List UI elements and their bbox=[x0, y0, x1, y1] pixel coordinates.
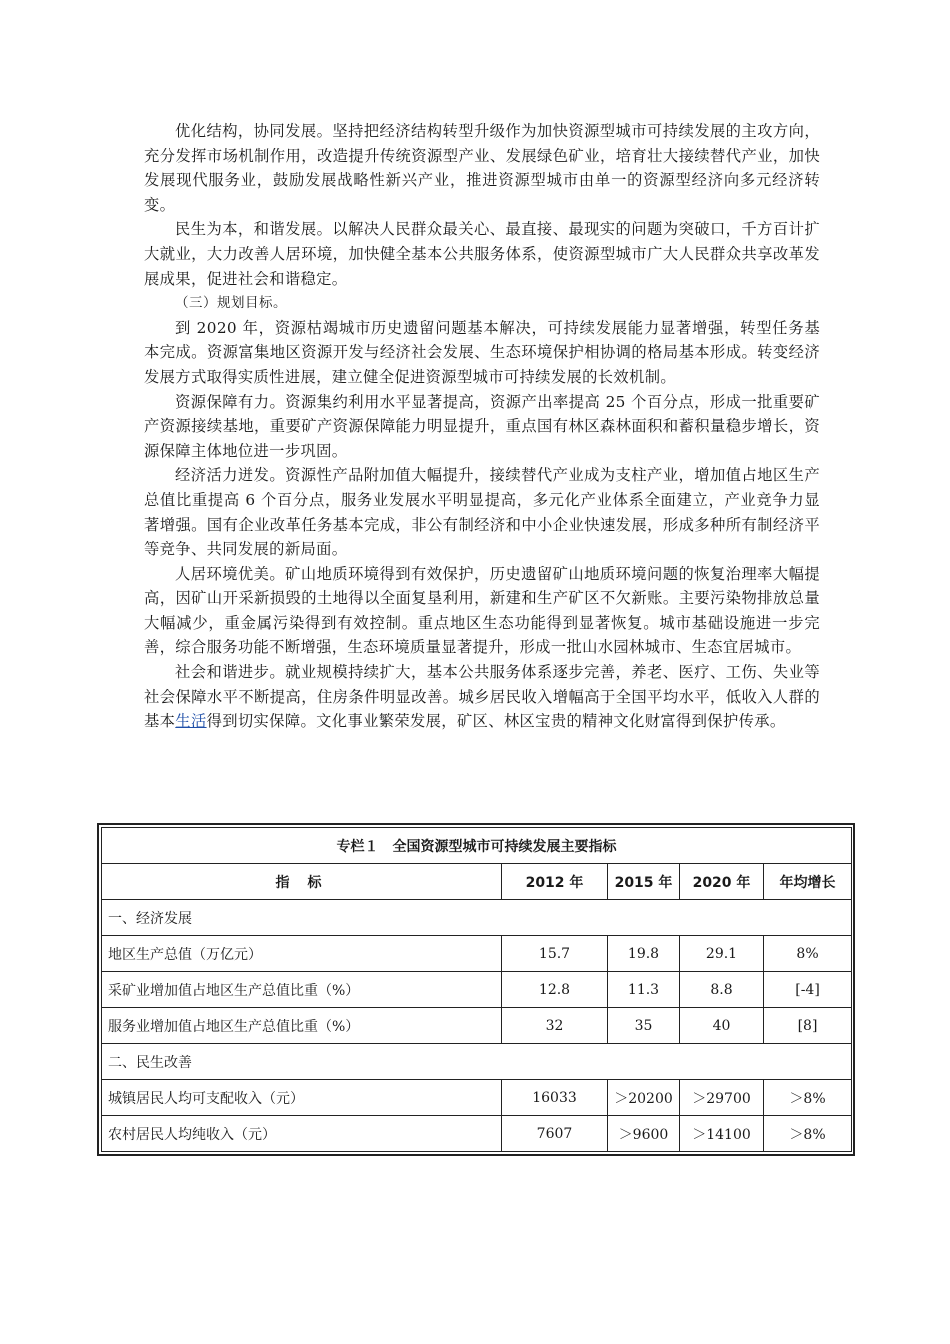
cell-2015: ＞9600 bbox=[608, 1116, 680, 1152]
header-2020: 2020 年 bbox=[680, 864, 764, 900]
cell-2012: 15.7 bbox=[502, 936, 608, 972]
cell-2015: 11.3 bbox=[608, 972, 680, 1008]
cell-2020: ＞14100 bbox=[680, 1116, 764, 1152]
paragraph-resource-security: 资源保障有力。资源集约利用水平显著提高，资源产出率提高 25 个百分点，形成一批重要矿产资源接续基地，重要矿产资源保障能力明显提升，重点国有林区森林面积和蓄积量稳步增长，资源保障主体地位进一步巩固。 bbox=[144, 392, 820, 460]
paragraph-economic-vitality: 经济活力迸发。资源性产品附加值大幅提升，接续替代产业成为支柱产业，增加值占地区生产总值比重提高 6 个百分点，服务业发展水平明显提高，多元化产业体系全面建立，产业竞争力显著增强。国有企业改革任务基本完成，非公有制经济和中小企业快速发展，形成多种所有制经济平等竞争、共同发展的新局面。 bbox=[144, 466, 820, 559]
cell-2020: 29.1 bbox=[680, 936, 764, 972]
row-label: 地区生产总值（万亿元） bbox=[102, 936, 502, 972]
row-label: 采矿业增加值占地区生产总值比重（%） bbox=[102, 972, 502, 1008]
table-caption: 专栏１ 全国资源型城市可持续发展主要指标 bbox=[102, 828, 852, 864]
table-row bbox=[102, 1008, 852, 1044]
cell-growth: ＞8% bbox=[764, 1116, 852, 1152]
table-header-row bbox=[102, 864, 852, 900]
table-row bbox=[102, 1116, 852, 1152]
cell-growth: [-4] bbox=[764, 972, 852, 1008]
cell-2012: 16033 bbox=[502, 1080, 608, 1116]
section-title: 一、经济发展 bbox=[102, 900, 852, 936]
section-row-economy bbox=[102, 900, 852, 936]
cell-growth: [8] bbox=[764, 1008, 852, 1044]
row-label: 农村居民人均纯收入（元） bbox=[102, 1116, 502, 1152]
section-title: 二、民生改善 bbox=[102, 1044, 852, 1080]
cell-growth: 8% bbox=[764, 936, 852, 972]
section-row-livelihood bbox=[102, 1044, 852, 1080]
cell-2015: ＞20200 bbox=[608, 1080, 680, 1116]
cell-2015: 19.8 bbox=[608, 936, 680, 972]
indicator-table bbox=[101, 827, 852, 1152]
cell-2012: 7607 bbox=[502, 1116, 608, 1152]
header-annual-growth: 年均增长 bbox=[764, 864, 852, 900]
cell-2015: 35 bbox=[608, 1008, 680, 1044]
body-text bbox=[144, 119, 820, 734]
paragraph-goal-2020: 到 2020 年，资源枯竭城市历史遗留问题基本解决，可持续发展能力显著增强，转型任务基本完成。资源富集地区资源开发与经济社会发展、生态环境保护相协调的格局基本形成。转变经济发展方式取得实质性进展，建立健全促进资源型城市可持续发展的长效机制。 bbox=[144, 318, 820, 386]
social-harmony-text-before: 社会和谐进步。就业规模持续扩大，基本公共服务体系逐步完善，养老、医疗、工伤、失业等社会保障水平不断提高，住房条件明显改善。城乡居民收入增幅高于全国平均水平，低收入人群的基本 bbox=[144, 663, 820, 731]
header-2015: 2015 年 bbox=[608, 864, 680, 900]
cell-2020: 40 bbox=[680, 1008, 764, 1044]
table-caption-row bbox=[102, 828, 852, 864]
row-label: 城镇居民人均可支配收入（元） bbox=[102, 1080, 502, 1116]
row-label: 服务业增加值占地区生产总值比重（%） bbox=[102, 1008, 502, 1044]
table-row bbox=[102, 936, 852, 972]
cell-2012: 12.8 bbox=[502, 972, 608, 1008]
table-row bbox=[102, 1080, 852, 1116]
cell-2020: 8.8 bbox=[680, 972, 764, 1008]
cell-growth: ＞8% bbox=[764, 1080, 852, 1116]
paragraph-social-harmony bbox=[144, 660, 820, 734]
social-harmony-text-after: 得到切实保障。文化事业繁荣发展，矿区、林区宝贵的精神文化财富得到保护传承。 bbox=[206, 712, 786, 731]
life-link[interactable]: 生活 bbox=[175, 712, 207, 731]
table-row bbox=[102, 972, 852, 1008]
paragraph-living-environment: 人居环境优美。矿山地质环境得到有效保护，历史遗留矿山地质环境问题的恢复治理率大幅提高，因矿山开采新损毁的土地得以全面复垦利用，新建和生产矿区不欠新账。主要污染物排放总量大幅减少，重金属污染得到有效控制。重点地区生态功能得到显著恢复。城市基础设施进一步完善，综合服务功能不断增强，生态环境质量显著提升，形成一批山水园林城市、生态宜居城市。 bbox=[144, 564, 820, 657]
paragraph-optimize-structure: 优化结构，协同发展。坚持把经济结构转型升级作为加快资源型城市可持续发展的主攻方向，充分发挥市场机制作用，改造提升传统资源型产业、发展绿色矿业，培育壮大接续替代产业，加快发展现代服务业，鼓励发展战略性新兴产业，推进资源型城市由单一的资源型经济向多元经济转变。 bbox=[144, 122, 820, 214]
cell-2012: 32 bbox=[502, 1008, 608, 1044]
header-indicator: 指标 bbox=[102, 864, 502, 900]
cell-2020: ＞29700 bbox=[680, 1080, 764, 1116]
indicator-table-frame bbox=[97, 823, 855, 1156]
section-heading-planning-goals: （三）规划目标。 bbox=[175, 295, 287, 312]
header-2012: 2012 年 bbox=[502, 864, 608, 900]
paragraph-livelihood: 民生为本，和谐发展。以解决人民群众最关心、最直接、最现实的问题为突破口，千方百计扩大就业，大力改善人居环境，加快健全基本公共服务体系，使资源型城市广大人民群众共享改革发展成果，促进社会和谐稳定。 bbox=[144, 220, 820, 288]
